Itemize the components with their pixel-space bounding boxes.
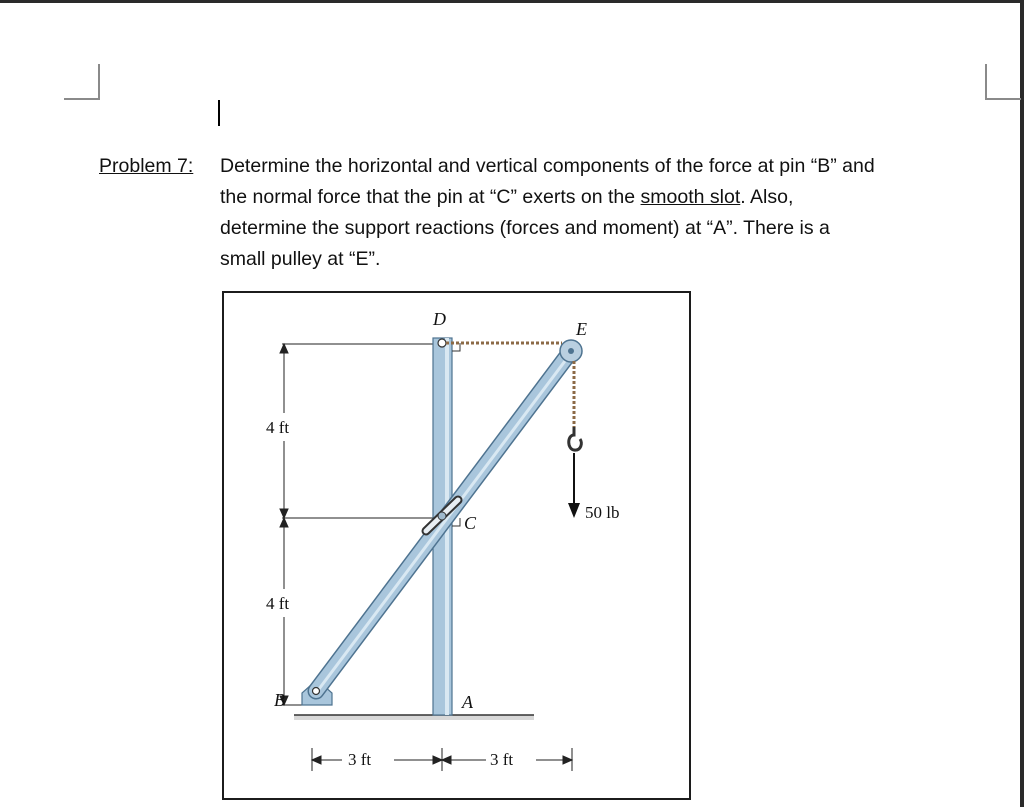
problem-figure xyxy=(222,291,691,800)
window-top-border xyxy=(0,0,1024,3)
dimension-right-width: 3 ft xyxy=(490,750,514,769)
problem-line-3: determine the support reactions (forces and moment) at “A”. There is a xyxy=(220,217,830,239)
point-label-b: B xyxy=(274,690,285,710)
problem-line-2-end: . Also, xyxy=(740,186,794,208)
problem-text xyxy=(220,151,1010,275)
point-label-d: D xyxy=(433,309,446,329)
margin-corner-mark-left xyxy=(64,64,100,100)
problem-line-2 xyxy=(220,182,1010,213)
problem-line-4: small pulley at “E”. xyxy=(220,248,381,270)
pin-d xyxy=(438,339,446,347)
vertical-dimension xyxy=(280,344,442,705)
load-label: 50 lb xyxy=(585,503,620,522)
dimension-upper-height: 4 ft xyxy=(266,418,290,437)
problem-label: Problem 7: xyxy=(99,155,194,177)
pin-b xyxy=(313,688,320,695)
problem-line-1: Determine the horizontal and vertical components of the force at pin “B” and xyxy=(220,155,875,177)
dimension-lower-height: 4 ft xyxy=(266,594,290,613)
point-label-e: E xyxy=(576,319,587,339)
window-right-border xyxy=(1020,3,1024,807)
smooth-slot-link: smooth slot xyxy=(640,186,741,208)
pulley-axle xyxy=(568,348,574,354)
point-label-c: C xyxy=(464,513,477,533)
crane-diagram xyxy=(224,293,689,798)
dimension-left-width: 3 ft xyxy=(348,750,372,769)
margin-corner-mark-right xyxy=(985,64,1021,100)
load-arrow-head xyxy=(568,503,580,518)
text-cursor xyxy=(218,100,220,126)
hook-icon xyxy=(569,427,582,450)
problem-line-2-start: the normal force that the pin at “C” exerts on the xyxy=(220,186,641,208)
point-label-a: A xyxy=(462,692,473,712)
